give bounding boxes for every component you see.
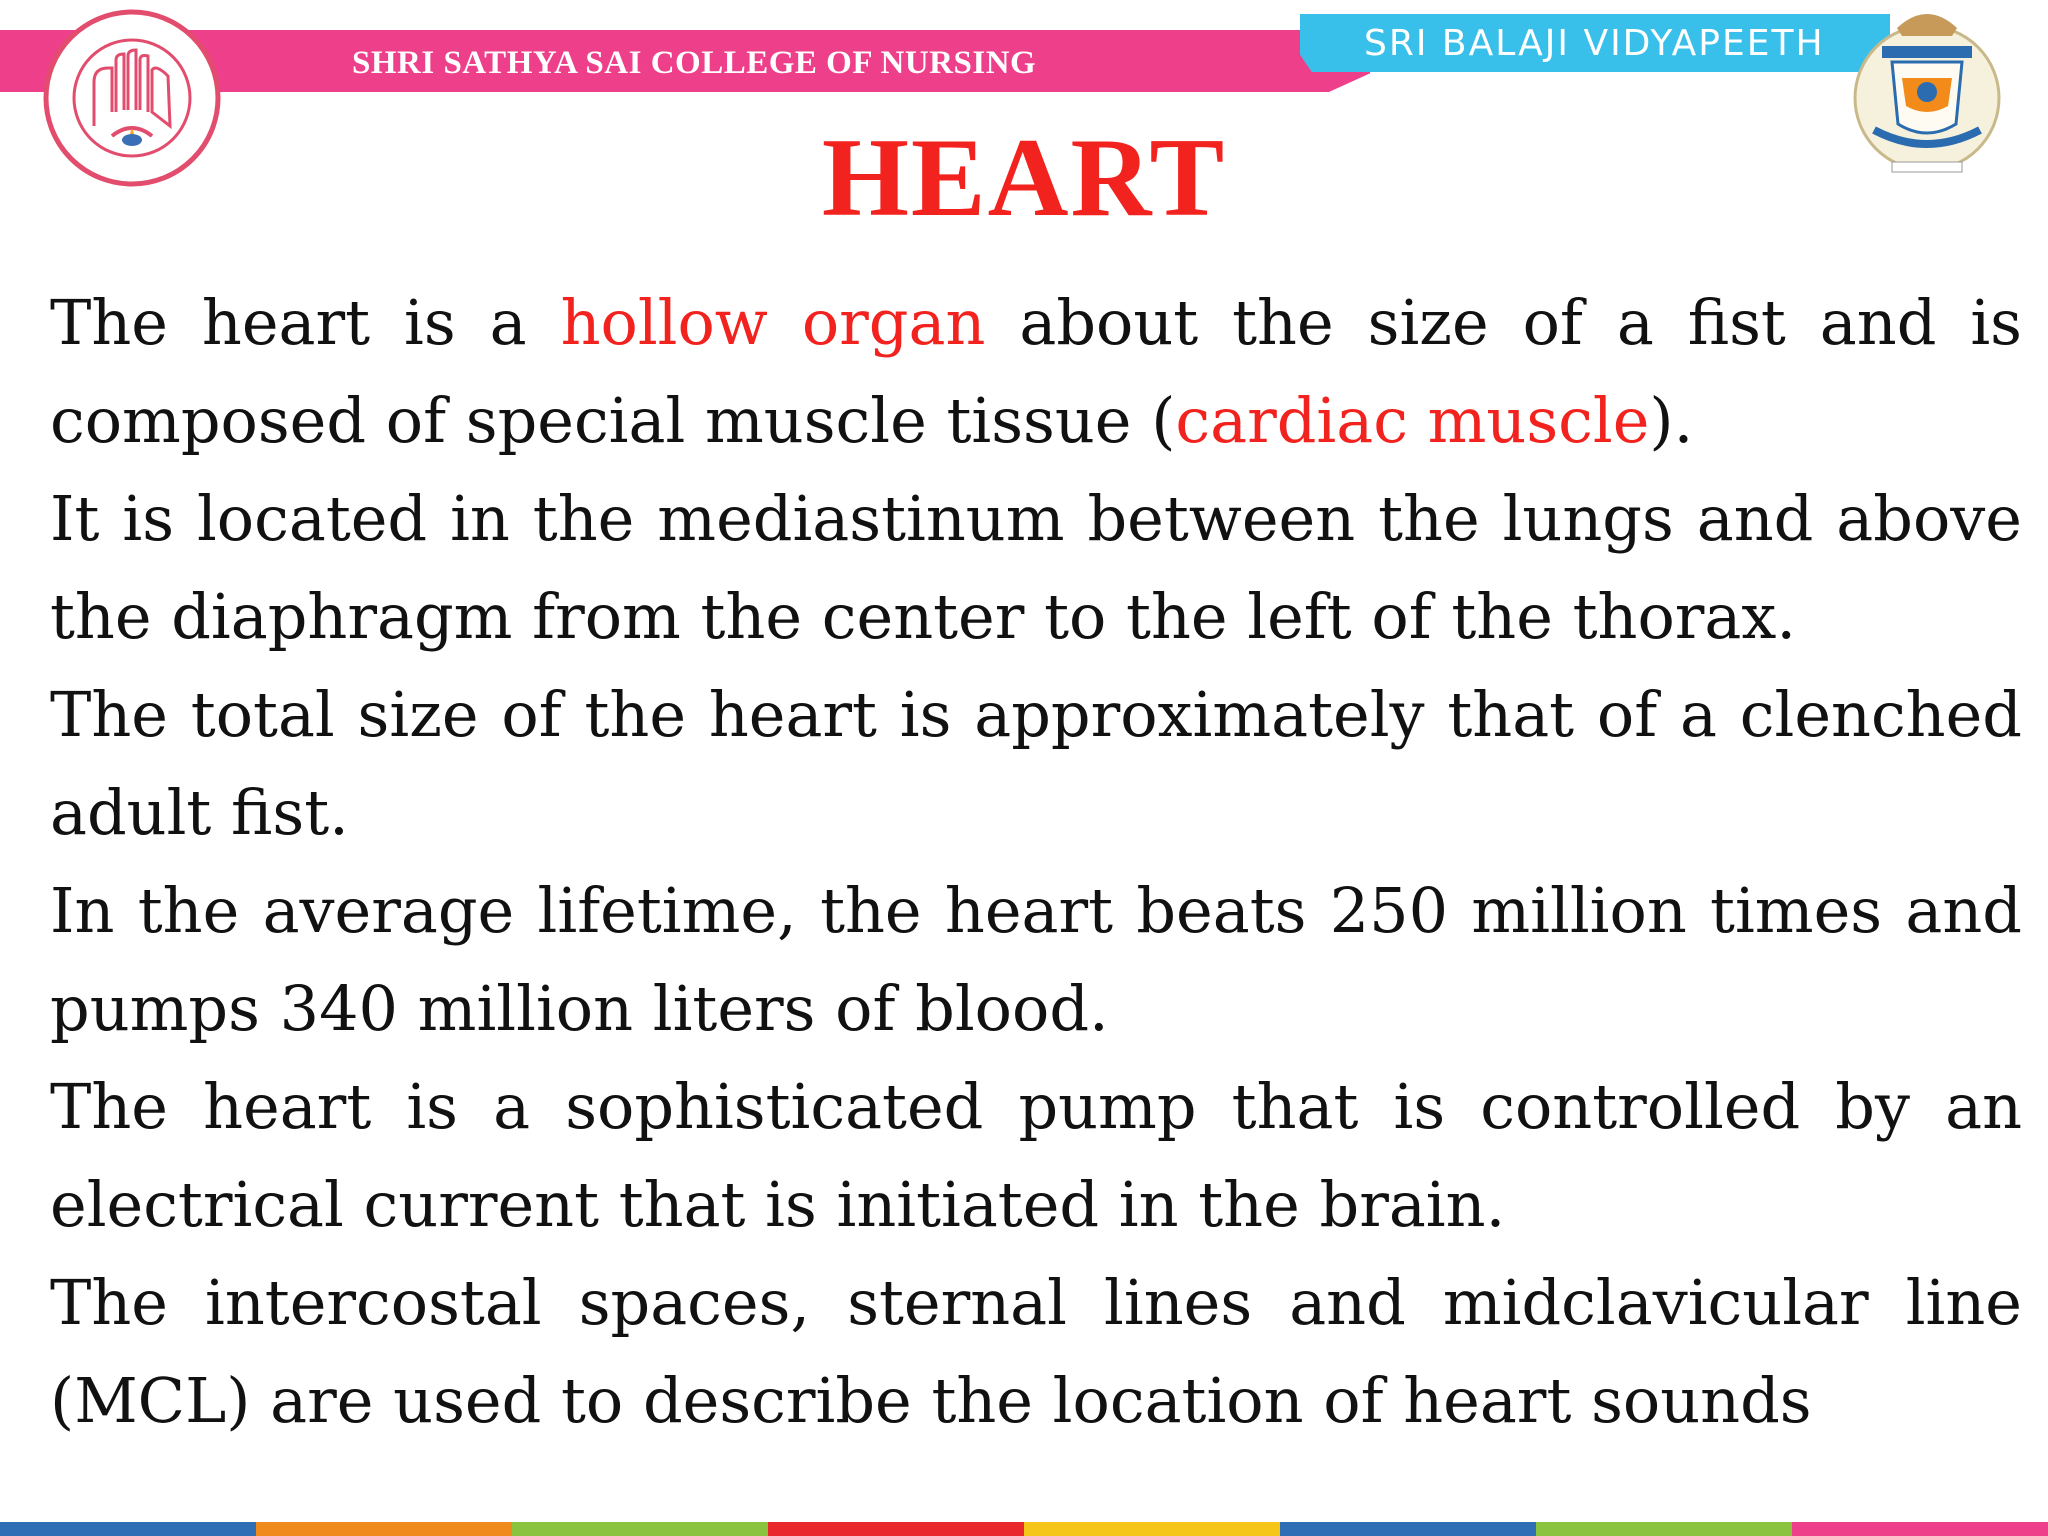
paragraph-4: In the average lifetime, the heart beats 250 million times and pumps 340 million liters of blood. — [50, 874, 2022, 1045]
footer-strip-segment — [512, 1522, 768, 1536]
footer-color-strip — [0, 1522, 2048, 1536]
paragraph-3: The total size of the heart is approximately that of a clenched adult fist. — [50, 678, 2022, 849]
footer-strip-segment — [0, 1522, 256, 1536]
highlight-cardiac-muscle: cardiac muscle — [1175, 384, 1650, 457]
footer-strip-segment — [1280, 1522, 1536, 1536]
paragraph-1: The heart is a hollow organ about the size of a fist and is composed of special muscle tissue (cardiac muscle). — [50, 286, 2022, 457]
footer-strip-segment — [1024, 1522, 1280, 1536]
college-name: SHRI SATHYA SAI COLLEGE OF NURSING — [352, 45, 1037, 81]
footer-strip-segment — [1536, 1522, 1792, 1536]
paragraph-5: The heart is a sophisticated pump that is controlled by an electrical current that is initiated in the brain. — [50, 1070, 2022, 1241]
footer-strip-segment — [256, 1522, 512, 1536]
slide-body — [50, 274, 2022, 1450]
university-name: SRI BALAJI VIDYAPEETH — [1364, 23, 1825, 64]
paragraph-6: The intercostal spaces, sternal lines and midclavicular line (MCL) are used to describe the location of heart sounds — [50, 1266, 2022, 1437]
footer-strip-segment — [768, 1522, 1024, 1536]
slide-title: HEART — [821, 116, 1227, 240]
footer-strip-segment — [1792, 1522, 2048, 1536]
paragraph-2: It is located in the mediastinum between the lungs and above the diaphragm from the center to the left of the thorax. — [50, 482, 2022, 653]
highlight-hollow-organ: hollow organ — [560, 286, 986, 359]
